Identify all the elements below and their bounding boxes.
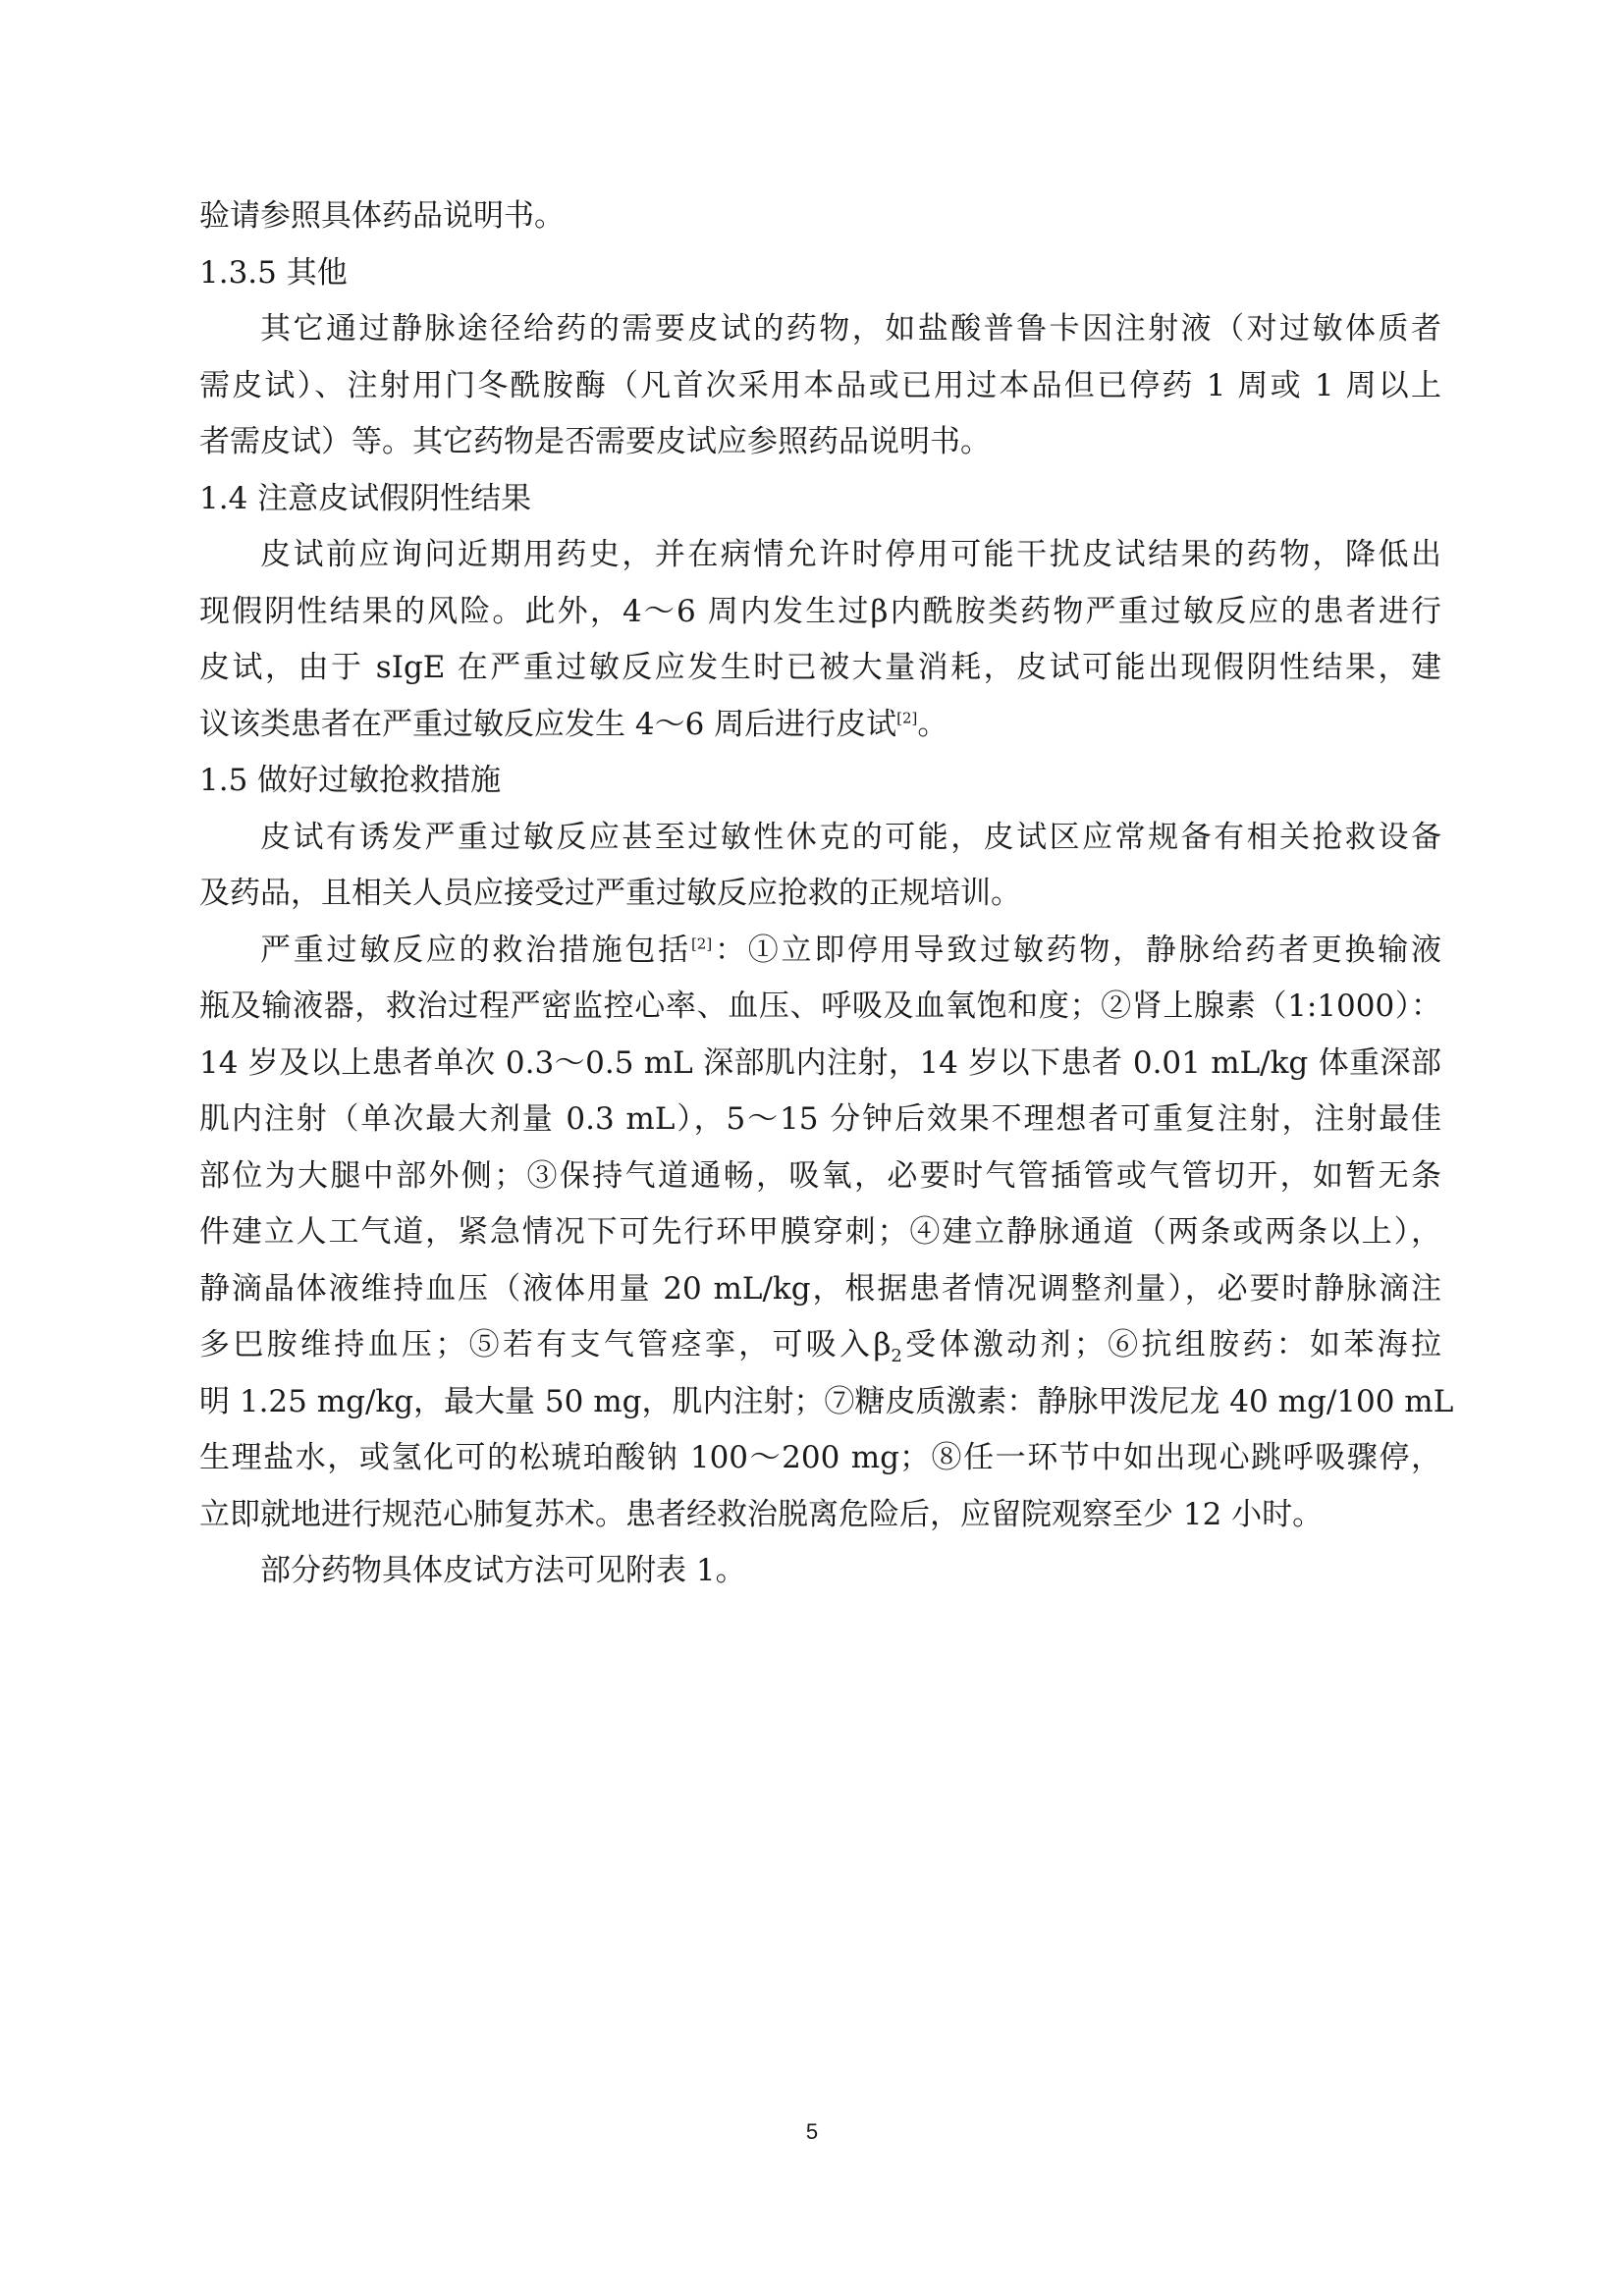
line-text: 严重过敏反应的救治措施包括 xyxy=(260,932,691,968)
citation-reference: [2] xyxy=(896,709,918,727)
line-text: 议该类患者在严重过敏反应发生 4～6 周后进行皮试 xyxy=(199,706,897,742)
paragraph-line: 部位为大腿中部外侧；③保持气道通畅，吸氧，必要时气管插管或气管切开，如暂无条 xyxy=(199,1157,1441,1194)
paragraph-line: 肌内注射（单次最大剂量 0.3 mL），5～15 分钟后效果不理想者可重复注射，注射最佳 xyxy=(199,1101,1441,1137)
paragraph-line xyxy=(199,1317,1441,1374)
line-text: 多巴胺维持血压；⑤若有支气管痉挛，可吸入β xyxy=(199,1327,892,1362)
paragraph-line: 验请参照具体药品说明书。 xyxy=(199,198,565,234)
section-heading-1-3-5: 1.3.5 其他 xyxy=(199,254,348,291)
section-heading-1-4: 1.4 注意皮试假阴性结果 xyxy=(199,480,532,516)
paragraph-line: 14 岁及以上患者单次 0.3～0.5 mL 深部肌内注射，14 岁以下患者 0.01 mL/kg 体重深部 xyxy=(199,1044,1441,1081)
paragraph-line: 皮试，由于 sIgE 在严重过敏反应发生时已被大量消耗，皮试可能出现假阴性结果，建 xyxy=(199,650,1441,685)
line-text: 受体激动剂；⑥抗组胺药：如苯海拉 xyxy=(901,1327,1442,1362)
paragraph-line xyxy=(199,697,1441,754)
document-body xyxy=(199,188,1454,1600)
line-text: 。 xyxy=(917,706,948,742)
paragraph-line: 部分药物具体皮试方法可见附表 1。 xyxy=(260,1553,746,1588)
line-text: ：①立即停用导致过敏药物，静脉给药者更换输液 xyxy=(712,932,1441,968)
paragraph-line: 者需皮试）等。其它药物是否需要皮试应参照药品说明书。 xyxy=(199,424,991,459)
paragraph-line: 瓶及输液器，救治过程严密监控心率、血压、呼吸及血氧饱和度；②肾上腺素（1:1000）： xyxy=(199,988,1441,1024)
paragraph-line: 皮试前应询问近期用药史，并在病情允许时停用可能干扰皮试结果的药物，降低出 xyxy=(260,537,1441,572)
paragraph-line: 需皮试）、注射用门冬酰胺酶（凡首次采用本品或已用过本品但已停药 1 周或 1 周以上 xyxy=(199,367,1441,403)
paragraph-line: 现假阴性结果的风险。此外，4～6 周内发生过β内酰胺类药物严重过敏反应的患者进行 xyxy=(199,593,1441,629)
paragraph-line: 立即就地进行规范心肺复苏术。患者经救治脱离危险后，应留院观察至少 12 小时。 xyxy=(199,1496,1324,1532)
paragraph-line xyxy=(199,923,1441,980)
subscript: 2 xyxy=(891,1346,902,1367)
section-heading-1-5: 1.5 做好过敏抢救措施 xyxy=(199,763,502,798)
paragraph-line: 明 1.25 mg/kg，最大量 50 mg，肌内注射；⑦糖皮质激素：静脉甲泼尼龙 40 mg/100 mL xyxy=(199,1383,1454,1419)
citation-reference: [2] xyxy=(690,934,713,953)
paragraph-line: 静滴晶体液维持血压（液体用量 20 mL/kg，根据患者情况调整剂量），必要时静脉滴注 xyxy=(199,1270,1441,1307)
page-number: 5 xyxy=(805,2119,819,2144)
paragraph-line: 件建立人工气道，紧急情况下可先行环甲膜穿刺；④建立静脉通道（两条或两条以上）， xyxy=(199,1214,1441,1250)
paragraph-line: 生理盐水，或氢化可的松琥珀酸钠 100～200 mg；⑧任一环节中如出现心跳呼吸骤停， xyxy=(199,1440,1441,1475)
paragraph-line: 皮试有诱发严重过敏反应甚至过敏性休克的可能，皮试区应常规备有相关抢救设备 xyxy=(260,819,1441,855)
paragraph-line: 及药品，且相关人员应接受过严重过敏反应抢救的正规培训。 xyxy=(199,876,1021,911)
paragraph-line: 其它通过静脉途径给药的需要皮试的药物，如盐酸普鲁卡因注射液（对过敏体质者 xyxy=(260,311,1441,347)
